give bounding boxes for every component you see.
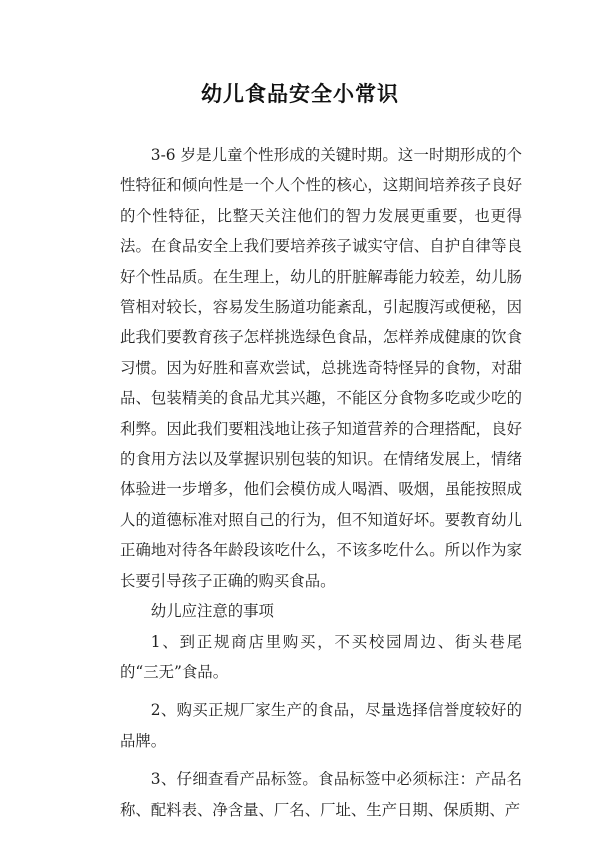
- document-body: [120, 140, 522, 825]
- document-title: 幼儿食品安全小常识: [201, 82, 399, 106]
- list-item-1: 1、到正规商店里购买，不买校园周边、街头巷尾的“三无”食品。: [120, 632, 522, 681]
- intro-paragraph: 3-6 岁是儿童个性形成的关键时期。这一时期形成的个性特征和倾向性是一个人个性的核心，这期间培养孩子良好的个性特征，比整天关注他们的智力发展更重要，也更得法。在食品安全上我们要培养孩子诚实守信、自护自律等良好个性品质。在生理上，幼儿的肝脏解毒能力较差，幼儿肠管相对较长，容易发生肠道功能紊乱，引起腹泻或便秘，因此我们要教育孩子怎样挑选绿色食品，怎样养成健康的饮食习惯。因为好胜和喜欢尝试，总挑选奇特怪异的食物，对甜品、包装精美的食品尤其兴趣，不能区分食物多吃或少吃的利弊。因此我们要粗浅地让孩子知道营养的合理搭配，良好的食用方法以及掌握识别包装的知识。在情绪发展上，情绪体验进一步增多，他们会模仿成人喝酒、吸烟，虽能按照成人的道德标准对照自己的行为，但不知道好坏。要教育幼儿正确地对待各年龄段该吃什么，不该多吃什么。所以作为家长要引导孩子正确的购买食品。: [120, 146, 522, 590]
- list-item-2: 2、购买正规厂家生产的食品，尽量选择信誉度较好的品牌。: [120, 701, 522, 750]
- section-heading: 幼儿应注意的事项: [150, 602, 274, 621]
- list-item-3: 3、仔细查看产品标签。食品标签中必须标注：产品名称、配料表、净含量、厂名、厂址、生产日期、保质期、产: [120, 770, 522, 819]
